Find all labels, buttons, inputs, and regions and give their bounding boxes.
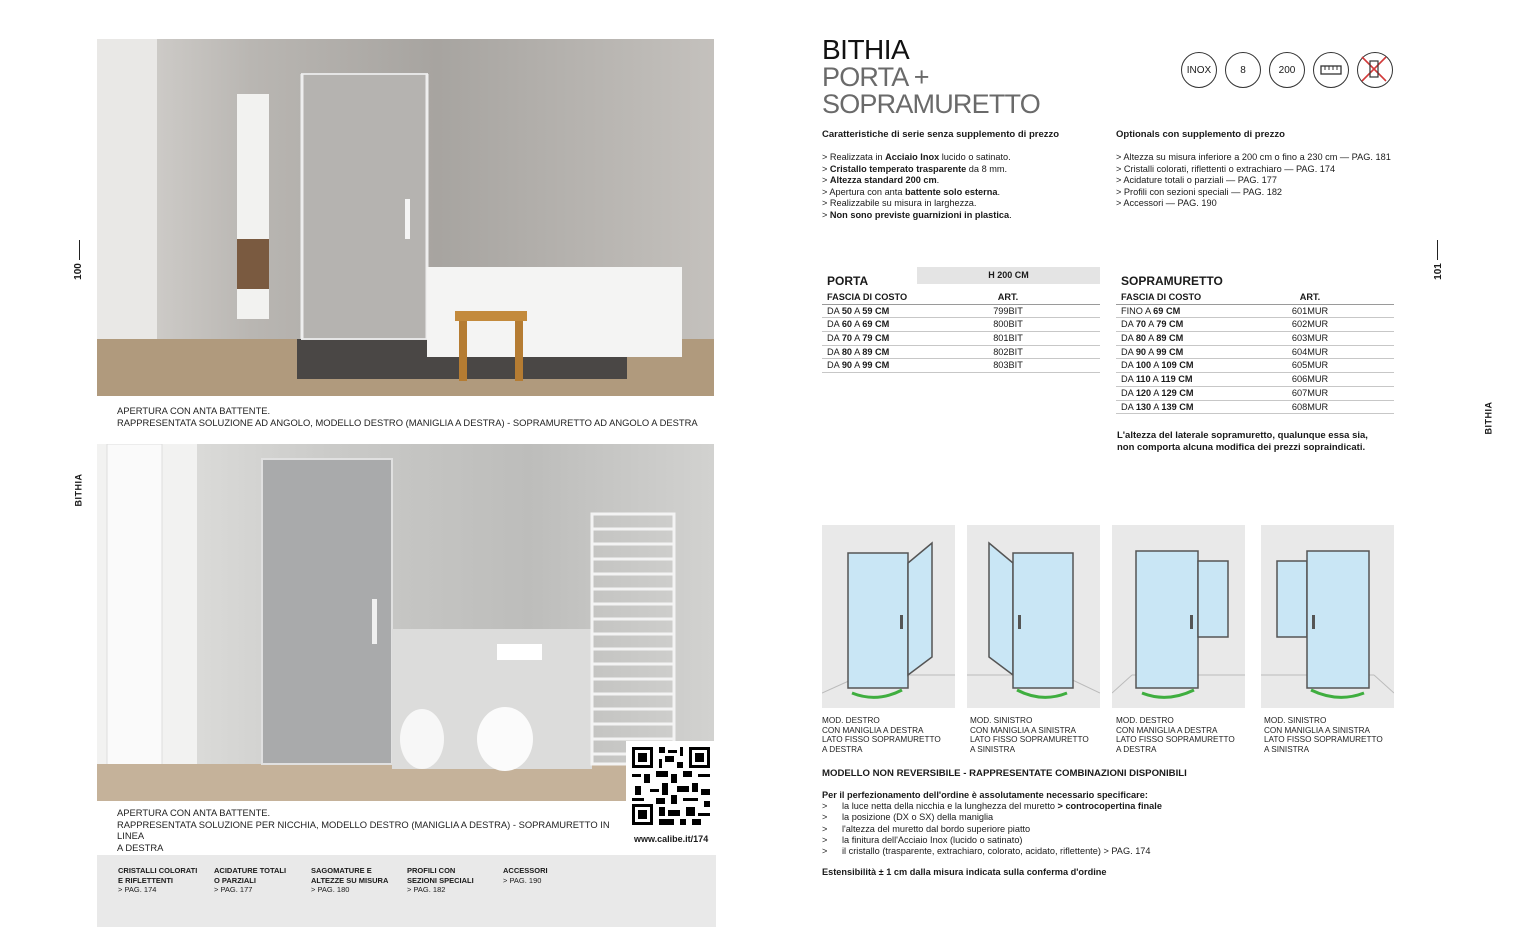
- text-run: 89 CM: [862, 346, 890, 357]
- table-row: [822, 332, 1100, 346]
- icon-label: 8: [1240, 64, 1246, 76]
- diagram-caption-line: A SINISTRA: [1264, 744, 1310, 754]
- footer-item-cristalli: [118, 866, 197, 895]
- text-run: Altezza standard 200 cm: [829, 175, 937, 185]
- text-run: A: [852, 360, 863, 371]
- text-run: Non sono previste guarnizioni in plastica: [829, 209, 1010, 220]
- text-run: >: [822, 175, 830, 185]
- caption-photo-niche: [117, 807, 627, 853]
- text-run: A: [1150, 374, 1161, 385]
- text-run: DA: [827, 305, 842, 316]
- optional-item: > Acidature totali o parziali — PAG. 177: [1116, 175, 1277, 185]
- text-run: la finitura dell'Acciaio Inox (lucido o satinato): [842, 834, 1023, 845]
- caption-line: APERTURA CON ANTA BATTENTE.: [117, 807, 271, 818]
- footer-item-acidature: [214, 866, 286, 895]
- text-run: DA: [1121, 374, 1136, 385]
- bullet-marker: >: [822, 823, 828, 834]
- article-code-cell: 602MUR: [1291, 319, 1329, 330]
- diagram-caption-line: A DESTRA: [822, 744, 863, 754]
- height-icon: [1269, 52, 1305, 88]
- cost-range-cell: [822, 318, 916, 331]
- extensibility-note: Estensibilità ± 1 cm dalla misura indicata sulla conferma d'ordine: [822, 867, 1107, 877]
- text-run: DA: [827, 333, 842, 344]
- optional-item: > Cristalli colorati, riflettenti o extrachiaro — PAG. 174: [1116, 163, 1336, 174]
- text-run: 129 CM: [1161, 387, 1194, 398]
- footer-title: E RIFLETTENTI: [118, 875, 173, 885]
- text-run: > controcopertina finale: [1057, 801, 1162, 812]
- text-run: 110: [1135, 374, 1151, 385]
- note-line: non comporta alcuna modifica dei prezzi sopraindicati.: [1117, 441, 1366, 453]
- diagram-caption-line: A DESTRA: [1116, 744, 1157, 754]
- order-item-text: [842, 812, 993, 823]
- text-run: 119 CM: [1160, 374, 1193, 385]
- article-code-cell: 607MUR: [1291, 387, 1329, 398]
- order-item: [822, 801, 1162, 812]
- diagram-caption-line: LATO FISSO SOPRAMURETTO: [1116, 735, 1235, 745]
- order-item-text: [842, 835, 1023, 846]
- cost-range-cell: [1116, 318, 1226, 331]
- text-run: DA: [1121, 333, 1136, 344]
- side-label-left: BITHIA: [73, 473, 84, 507]
- bullet-marker: >: [822, 834, 828, 845]
- order-item-text: [842, 846, 1151, 857]
- text-run: 90: [1135, 346, 1147, 357]
- caption-line: RAPPRESENTATA SOLUZIONE AD ANGOLO, MODELLO DESTRO (MANIGLIA A DESTRA) - SOPRAMURETTO AD ANGOLO A DESTRA: [117, 416, 698, 428]
- table-row: [1116, 359, 1394, 373]
- standard-feature-item: [822, 152, 1012, 164]
- text-run: 80: [1135, 333, 1147, 344]
- caption-line: A DESTRA: [117, 841, 164, 853]
- table-row: [1116, 346, 1394, 360]
- cost-range-cell: [1116, 387, 1226, 400]
- product-title: BITHIA: [822, 34, 910, 65]
- icon-label: 200: [1278, 64, 1296, 76]
- text-run: 100: [1135, 360, 1152, 371]
- footer-title: CRISTALLI COLORATI: [118, 866, 198, 875]
- article-code-cell: 604MUR: [1291, 346, 1329, 357]
- diagram-caption-line: MOD. SINISTRO: [1264, 716, 1327, 725]
- text-run: DA: [1121, 401, 1136, 412]
- porta-table-title: PORTA: [827, 274, 869, 288]
- col-header: ART.: [1299, 292, 1321, 302]
- product-subtitle-line: PORTA +: [822, 62, 929, 92]
- text-run: .: [936, 175, 940, 185]
- footer-item-profili: [407, 866, 474, 895]
- note-line: L'altezza del laterale sopramuretto, qualunque essa sia,: [1117, 430, 1368, 441]
- footer-title: SAGOMATURE E: [311, 866, 372, 875]
- standard-features-list: [822, 152, 1012, 221]
- table-row: [1116, 305, 1394, 319]
- table-row: [1116, 401, 1394, 415]
- text-run: .: [997, 186, 1000, 197]
- text-run: A: [1151, 360, 1162, 371]
- article-code-cell: 803BIT: [993, 360, 1023, 371]
- article-code-cell: 800BIT: [993, 319, 1023, 330]
- sopramuretto-table: [1116, 291, 1394, 414]
- shower-photo-niche: [97, 444, 714, 801]
- qr-url[interactable]: www.calibe.it/174: [634, 834, 709, 844]
- cost-range-cell: [1116, 359, 1226, 372]
- text-run: > Realizzata in: [822, 152, 886, 162]
- footer-title: SEZIONI SPECIALI: [407, 875, 474, 885]
- diagram-caption-line: CON MANIGLIA A DESTRA: [822, 725, 924, 735]
- text-run: 130: [1135, 401, 1152, 412]
- text-run: 139 CM: [1161, 401, 1194, 412]
- text-run: DA: [1121, 319, 1136, 330]
- text-run: A: [852, 333, 863, 344]
- table-row: [822, 346, 1100, 360]
- diagram-caption-line: LATO FISSO SOPRAMURETTO: [970, 735, 1089, 745]
- bullet-marker: >: [822, 801, 828, 812]
- product-subtitle-line: SOPRAMURETTO: [822, 89, 1040, 119]
- diagram-graphic: [1112, 525, 1245, 708]
- diagram-mod-sinistro-niche: [1261, 525, 1394, 708]
- table-row: [822, 359, 1100, 373]
- text-run: A: [1146, 333, 1157, 344]
- diagram-caption-line: LATO FISSO SOPRAMURETTO: [822, 735, 941, 745]
- diagram-caption-line: CON MANIGLIA A DESTRA: [1116, 725, 1218, 735]
- bullet-marker: >: [822, 846, 828, 857]
- article-code-cell: 801BIT: [993, 333, 1023, 344]
- text-run: 99 CM: [1156, 346, 1184, 357]
- text-run: DA: [827, 360, 842, 371]
- caption-line: APERTURA CON ANTA BATTENTE.: [117, 405, 271, 416]
- shower-photo-corner: [97, 39, 714, 396]
- cost-range-cell: [822, 332, 916, 345]
- optional-item: > Accessori — PAG. 190: [1116, 198, 1217, 208]
- table-row: [1116, 332, 1394, 346]
- text-run: DA: [1121, 360, 1136, 371]
- measure-icon: [1313, 52, 1349, 88]
- bullet-marker: >: [822, 812, 828, 823]
- text-run: 90: [841, 360, 853, 371]
- text-run: Cristallo temperato trasparente: [829, 163, 967, 174]
- diagram-mod-destro-niche: [1112, 525, 1245, 708]
- text-run: 79 CM: [1156, 319, 1184, 330]
- shower-photo-niche-illustration: [97, 444, 714, 801]
- diagram-caption: [822, 716, 941, 754]
- cost-range-cell: [1116, 401, 1226, 414]
- text-run: DA: [827, 346, 842, 357]
- text-run: 70: [1135, 319, 1147, 330]
- order-item: [822, 835, 1162, 846]
- standard-feature-item: [822, 210, 1012, 222]
- cost-range-cell: [1116, 305, 1226, 318]
- text-run: 109 CM: [1161, 360, 1194, 371]
- non-reversible-notice: MODELLO NON REVERSIBILE - RAPPRESENTATE COMBINAZIONI DISPONIBILI: [822, 768, 1187, 779]
- qr-code-graphic: [632, 747, 710, 825]
- article-code-cell: 608MUR: [1291, 401, 1329, 412]
- text-run: la posizione (DX o SX) della maniglia: [842, 812, 994, 823]
- article-code-cell: 799BIT: [993, 305, 1023, 316]
- col-header: FASCIA DI COSTO: [827, 292, 908, 302]
- footer-title: O PARZIALI: [214, 875, 256, 885]
- table-row: [1116, 373, 1394, 387]
- text-run: A: [852, 346, 863, 357]
- text-run: DA: [1121, 346, 1136, 357]
- text-run: la luce netta della nicchia e la lunghezza del muretto: [842, 801, 1058, 812]
- standard-feature-item: [822, 164, 1012, 176]
- diagram-caption-line: MOD. DESTRO: [1116, 716, 1174, 725]
- cost-range-cell: [1116, 373, 1226, 386]
- text-run: lucido o satinato.: [939, 152, 1011, 162]
- standard-feature-item: [822, 187, 1012, 199]
- article-code-cell: 601MUR: [1291, 305, 1329, 316]
- text-run: 79 CM: [862, 333, 890, 344]
- diagram-graphic: [822, 525, 955, 708]
- diagram-caption-line: CON MANIGLIA A SINISTRA: [1264, 725, 1371, 735]
- cross-glyph: [1356, 51, 1392, 87]
- cost-range-cell: [822, 346, 916, 359]
- diagram-caption-line: CON MANIGLIA A SINISTRA: [970, 725, 1077, 735]
- product-subtitle: [822, 64, 1040, 118]
- footer-ref: > PAG. 190: [503, 875, 542, 885]
- text-run: A: [1151, 387, 1162, 398]
- optional-item: > Profili con sezioni speciali — PAG. 182: [1116, 186, 1283, 197]
- footer-ref: > PAG. 177: [214, 885, 253, 894]
- footer-ref: > PAG. 182: [407, 885, 446, 894]
- text-run: DA: [827, 319, 842, 330]
- ruler-glyph: [1320, 65, 1342, 75]
- text-run: A: [1151, 401, 1162, 412]
- diagram-caption: [1264, 716, 1383, 754]
- diagram-caption: [1116, 716, 1235, 754]
- caption-line: RAPPRESENTATA SOLUZIONE PER NICCHIA, MODELLO DESTRO (MANIGLIA A DESTRA) - SOPRAMURETTO IN LINEA: [117, 818, 610, 841]
- side-label-right: BITHIA: [1483, 401, 1494, 435]
- page-number-left: 100: [72, 263, 84, 280]
- diagram-mod-destro-corner: [822, 525, 955, 708]
- text-run: 120: [1135, 387, 1152, 398]
- footer-title: ACIDATURE TOTALI: [214, 866, 287, 875]
- table-row: [1116, 318, 1394, 332]
- cost-range-cell: [1116, 332, 1226, 345]
- text-run: il cristallo (trasparente, extrachiaro, colorato, acidato, riflettente) > PAG. 174: [842, 846, 1151, 857]
- diagram-caption: [970, 716, 1089, 754]
- order-heading: Per il perfezionamento dell'ordine è assolutamente necessario specificare:: [822, 790, 1148, 800]
- page-number-right: 101: [1432, 263, 1444, 280]
- text-run: .: [1009, 209, 1012, 220]
- footer-title: ALTEZZE SU MISURA: [311, 875, 389, 885]
- diagram-graphic: [967, 525, 1100, 708]
- feature-icons: [1181, 52, 1393, 88]
- diagram-caption-line: MOD. SINISTRO: [970, 716, 1033, 725]
- text-run: > Apertura con anta: [822, 186, 906, 197]
- col-header: FASCIA DI COSTO: [1121, 292, 1202, 302]
- shower-photo-corner-illustration: [97, 39, 714, 396]
- qr-code[interactable]: [626, 741, 716, 831]
- standard-feature-item: [822, 175, 1012, 187]
- text-run: 80: [841, 346, 853, 357]
- text-run: A: [852, 319, 863, 330]
- order-item: [822, 812, 1162, 823]
- standard-feature-item: [822, 198, 1012, 210]
- table-header-row: [822, 291, 1100, 305]
- text-run: >: [822, 209, 830, 220]
- article-code-cell: 603MUR: [1291, 333, 1329, 344]
- caption-photo-corner: [117, 405, 698, 428]
- cost-range-cell: [822, 305, 916, 318]
- text-run: 89 CM: [1156, 333, 1184, 344]
- footer-ref: > PAG. 180: [311, 885, 350, 894]
- text-run: FINO A: [1121, 305, 1154, 316]
- icon-label: INOX: [1186, 64, 1212, 76]
- page-tick: [1437, 240, 1438, 260]
- sopramuretto-table-title: SOPRAMURETTO: [1121, 274, 1223, 288]
- optional-item: > Altezza su misura inferiore a 200 cm o fino a 230 cm — PAG. 181: [1116, 152, 1391, 162]
- no-reversible-icon: [1357, 52, 1393, 88]
- glass-thickness-icon: [1225, 52, 1261, 88]
- footer-title: PROFILI CON: [407, 866, 456, 875]
- table-row: [822, 305, 1100, 319]
- col-header: ART.: [997, 292, 1019, 302]
- text-run: A: [852, 305, 863, 316]
- diagram-caption-line: A SINISTRA: [970, 744, 1016, 754]
- diagram-mod-sinistro-corner: [967, 525, 1100, 708]
- table-row: [1116, 387, 1394, 401]
- text-run: 50: [841, 305, 853, 316]
- article-code-cell: 605MUR: [1291, 360, 1329, 371]
- optionals-list: [1116, 152, 1391, 210]
- text-run: 69 CM: [1153, 305, 1181, 316]
- order-requirements: [822, 790, 1162, 857]
- text-run: battente solo esterna: [905, 186, 998, 197]
- table-header-row: [1116, 291, 1394, 305]
- footer-title: ACCESSORI: [503, 866, 548, 875]
- text-run: 59 CM: [862, 305, 890, 316]
- text-run: A: [1146, 346, 1157, 357]
- text-run: da 8 mm.: [966, 163, 1008, 174]
- order-item: [822, 824, 1162, 835]
- page-tick: [79, 240, 80, 260]
- text-run: 70: [841, 333, 853, 344]
- text-run: 69 CM: [862, 319, 890, 330]
- order-item-text: [842, 801, 1162, 812]
- text-run: 60: [841, 319, 853, 330]
- diagram-caption-line: LATO FISSO SOPRAMURETTO: [1264, 735, 1383, 745]
- diagram-graphic: [1261, 525, 1394, 708]
- height-header: H 200 CM: [917, 267, 1100, 284]
- cost-range-cell: [1116, 346, 1226, 359]
- sopramuretto-note: [1117, 430, 1407, 453]
- diagram-caption-line: MOD. DESTRO: [822, 716, 880, 725]
- text-run: l'altezza del muretto dal bordo superiore piatto: [842, 823, 1031, 834]
- text-run: A: [1146, 319, 1157, 330]
- text-run: DA: [1121, 387, 1136, 398]
- porta-table: [822, 291, 1100, 373]
- footer-item-sagomature: [311, 866, 388, 895]
- footer-item-accessori: [503, 866, 548, 885]
- optionals-heading: Optionals con supplemento di prezzo: [1116, 129, 1285, 140]
- text-run: >: [822, 163, 830, 174]
- inox-icon: [1181, 52, 1217, 88]
- article-code-cell: 606MUR: [1291, 374, 1329, 385]
- text-run: > Realizzabile su misura in larghezza.: [822, 198, 977, 208]
- text-run: Acciaio Inox: [885, 152, 940, 162]
- article-code-cell: 802BIT: [993, 346, 1023, 357]
- standard-features-heading: Caratteristiche di serie senza supplemento di prezzo: [822, 129, 1060, 140]
- order-item: [822, 846, 1162, 857]
- table-row: [822, 318, 1100, 332]
- footer-ref: > PAG. 174: [118, 885, 157, 894]
- order-item-text: [842, 824, 1030, 835]
- text-run: 99 CM: [862, 360, 890, 371]
- cost-range-cell: [822, 359, 916, 372]
